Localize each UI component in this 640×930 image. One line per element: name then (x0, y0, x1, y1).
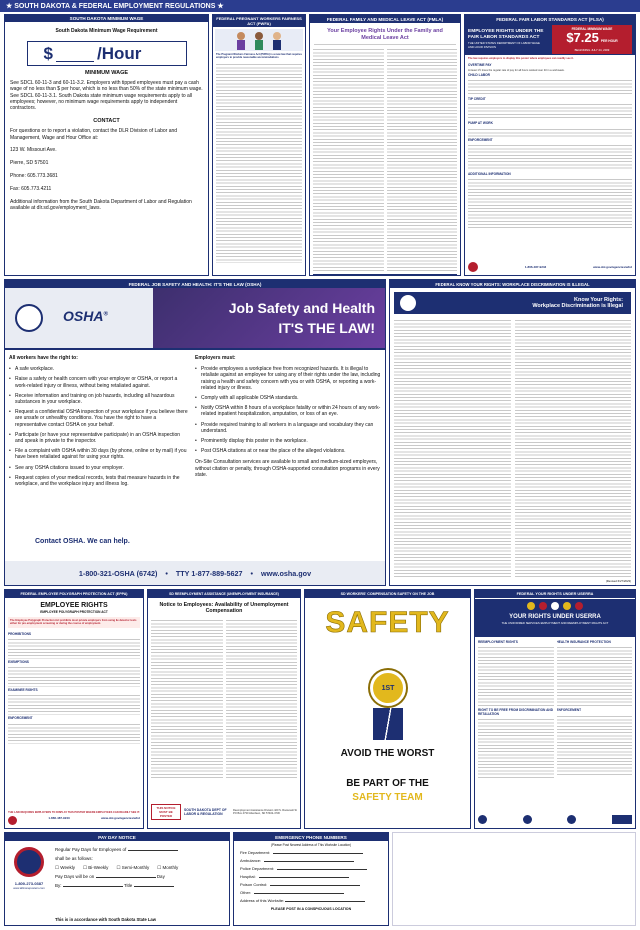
emergency-note: (Please Post Nearest Address of This Worksite Location) (270, 843, 352, 847)
osha-logo: OSHA® (63, 308, 108, 324)
flsa-header: FEDERAL FAIR LABOR STANDARDS ACT (FLSA) (465, 15, 635, 23)
min-wage-body: See SDCL 60-11-3 and 60-11-3.2. Employers with tipped employees must pay a cash wage of no less than $ per hour, which is no less than 50% of the state minimum wage. See SDCL 60-11-3.1. South Dakota state minimum wage requirements apply to all employees; however, no minimum wage requirements apply to independent contractors. (10, 80, 203, 112)
flsa-tip-title: TIP CREDIT (468, 97, 486, 102)
eppa-phone: 1-866-487-9243 (48, 816, 70, 820)
flsa-footer (468, 262, 632, 272)
all-in-one-logo (8, 847, 50, 890)
pwfa-body (213, 60, 305, 265)
eppa-body (5, 631, 143, 744)
emergency-row[interactable]: Fire Department: (240, 849, 382, 857)
semimonthly-option[interactable]: Semi-Monthly (121, 865, 150, 870)
flsa-overtime-body: At least 1½ times the regular rate of pay for all hours worked over 40 in a workweek. (468, 68, 565, 72)
worker-right-item: • A safe workplace. (9, 366, 189, 372)
osha-contact: Contact OSHA. We can help. (35, 538, 130, 545)
fmla-title: Your Employee Rights Under the Family and Medical Leave Act (327, 28, 443, 41)
dol-seal-icon (478, 815, 487, 824)
sd-min-wage-header: SOUTH DAKOTA MINIMUM WAGE (5, 15, 208, 22)
sd-dlr-logo: SOUTH DAKOTA DEPT OF LABOR & REGULATION (184, 808, 227, 816)
eppa-section (4, 589, 144, 829)
workers-comp-header: SD WORKERS' COMPENSATION SAFETY ON THE JOB (305, 590, 470, 598)
osha-title1: Job Safety and Health (228, 300, 375, 316)
wage-dollar: $ (43, 43, 53, 63)
userra-subtitle: THE UNIFORMED SERVICES EMPLOYMENT AND REEMPLOYMENT RIGHTS ACT (501, 621, 609, 625)
blank-post-area (392, 832, 636, 926)
emergency-footer: PLEASE POST IN A CONSPICUOUS LOCATION (270, 907, 352, 911)
emergency-row[interactable]: Poison Control: (240, 881, 382, 889)
eeo-header: FEDERAL KNOW YOUR RIGHTS: WORKPLACE DISCRIMINATION IS ILLEGAL (390, 280, 635, 288)
brand-web: www.allinoneposters.com (13, 886, 45, 890)
employers-list (195, 366, 381, 454)
userra-header: FEDERAL YOUR RIGHTS UNDER USERRA (475, 590, 635, 598)
brand-phone: 1-800-273-0387 (14, 881, 44, 886)
safety-word: SAFETY (325, 606, 450, 639)
emergency-row[interactable]: Police Department: (240, 865, 382, 873)
userra-section-title: RIGHT TO BE FREE FROM DISCRIMINATION AND RETALIATION (478, 708, 554, 716)
doj-seal-icon (523, 815, 532, 824)
eppa-notice: The Employee Polygraph Protection Act prohibits most private employers from using lie detector tests either for pre-employment screening or during the course of employment. (8, 617, 140, 628)
osha-workers-col (9, 355, 189, 491)
fmla-header: FEDERAL FAMILY AND MEDICAL LEAVE ACT (FMLA) (310, 15, 460, 23)
esgr-logo (612, 815, 632, 824)
osha-banner (5, 288, 385, 350)
reemployment-header: SD REEMPLOYMENT ASSISTANCE (UNEMPLOYMENT INSURANCE) (148, 590, 300, 598)
flsa-wage: $7.25 PER HOUR (566, 29, 618, 45)
osc-seal-icon (567, 815, 576, 824)
pwfa-section (212, 14, 306, 276)
flsa-pump-title: PUMP AT WORK (468, 121, 493, 126)
fmla-body (310, 47, 460, 272)
employer-duty-item: • Provide employees a workplace free from recognized hazards. It is illegal to retaliate against an employee for using any of their rights under the law, including raising a health and safety concern with you or with OSHA, or reporting a work-related injury or illness. (195, 366, 381, 391)
workers-list (9, 366, 189, 487)
contact-intro: For questions or to report a violation, contact the DLR Division of Labor and Management, Wage and Hour Office at: (10, 128, 178, 141)
worker-right-item: • Participate (or have your representative participate) in an OSHA inspection and speak in private to the inspector. (9, 432, 189, 444)
payday-header: PAY DAY NOTICE (5, 833, 229, 841)
osha-title2: IT'S THE LAW! (278, 320, 375, 336)
workers-title: All workers have the right to: (9, 355, 78, 361)
workers-icon (229, 30, 289, 50)
eeo-title-box (394, 292, 631, 314)
flsa-wage-label: FEDERAL MINIMUM WAGE (571, 26, 613, 31)
eeo-footer-date: (Revised 6/27/2023) (605, 579, 631, 583)
emergency-header: EMERGENCY PHONE NUMBERS (234, 833, 388, 841)
safety-team-text: SAFETY TEAM (352, 792, 423, 803)
wage-per-hour: /Hour (96, 43, 142, 63)
fmla-section (309, 14, 461, 276)
osha-web: www.osha.gov (261, 568, 312, 578)
address-line2: Pierre, SD 57501 (10, 160, 49, 167)
worker-right-item: • Receive information and training on job hazards, including all hazardous substances in your workplace. (9, 393, 189, 405)
weekly-option[interactable]: Weekly (60, 865, 75, 870)
first-place-ribbon-icon (370, 670, 406, 706)
osha-phone: 1-800-321-OSHA (6742) (78, 568, 158, 578)
reemployment-posted: THIS NOTICE MUST BE POSTED (151, 804, 181, 820)
eppa-section-title: ENFORCEMENT (8, 716, 33, 721)
flsa-wage-date: BEGINNING JULY 24, 2009 (574, 47, 610, 52)
worker-right-item: • Raise a safety or health concern with your employer or OSHA, or report a work-related injury or illness, without being retaliated against. (9, 376, 189, 388)
top-banner (0, 0, 640, 12)
flsa-web: www.dol.gov/agencies/whd (593, 265, 632, 269)
biweekly-option[interactable]: Bi-Weekly (88, 865, 109, 870)
emergency-rows (234, 849, 388, 897)
wage-box (27, 41, 187, 66)
userra-section-title: HEALTH INSURANCE PROTECTION (556, 640, 611, 644)
worker-right-item: • Request a confidential OSHA inspection of your workplace if you believe there are unsafe or unhealthy conditions. You have the right to have a representative contact OSHA on your behalf. (9, 409, 189, 428)
flsa-title: EMPLOYEE RIGHTS UNDER THE FAIR LABOR STANDARDS ACT (468, 28, 544, 40)
avoid-text: AVOID THE WORST (340, 748, 435, 759)
dol-seal-icon (468, 262, 478, 272)
eeo-title1: Know Your Rights: (574, 297, 623, 303)
emergency-row[interactable]: Other: (240, 889, 382, 897)
flsa-addl-title: ADDITIONAL INFORMATION (468, 172, 511, 177)
address-line1: 123 W. Missouri Ave. (10, 147, 57, 154)
userra-body (475, 637, 635, 781)
employer-duty-item: • Post OSHA citations at or near the place of the alleged violations. (195, 448, 381, 454)
worker-right-item: • Request copies of your medical records, tests that measure hazards in the workplace, and the workplace injury and illness log. (9, 475, 189, 487)
fmla-title-box (314, 25, 456, 45)
eeoc-seal-icon (400, 295, 416, 311)
ribbon-text: 1ST (381, 684, 395, 692)
osha-hero (153, 288, 385, 348)
osha-tty: TTY 1-877-889-5627 (175, 568, 243, 578)
flsa-phone: 1-866-487-9243 (524, 265, 547, 269)
reemployment-footer (151, 799, 297, 825)
userra-title: YOUR RIGHTS UNDER USERRA (509, 614, 601, 620)
employer-duty-item: • Notify OSHA within 8 hours of a workplace fatality or within 24 hours of any work-related inpatient hospitalization, amputation, or loss of an eye. (195, 405, 381, 417)
employer-duty-item: • Provide required training to all workers in a language and vocabulary they can understand. (195, 422, 381, 434)
flsa-enforce-title: ENFORCEMENT (468, 137, 493, 142)
min-wage-footer: Additional information from the South Dakota Department of Labor and Regulation available at dlr.sd.gov/employment_laws. (10, 199, 192, 212)
employer-duty-item: • Prominently display this poster in the workplace. (195, 438, 381, 444)
contact-title: CONTACT (93, 118, 120, 125)
eeo-title2: Workplace Discrimination is Illegal (532, 303, 623, 309)
userra-section (474, 589, 636, 829)
flsa-body (465, 62, 635, 229)
pwfa-subtitle: The Pregnant Workers Fairness Act (PWFA) is a new law that requires employers to provide reasonable accommodations (216, 53, 302, 60)
military-seals-icon (475, 599, 635, 610)
dol-seal-icon (8, 816, 17, 825)
eppa-web: www.dol.gov/agencies/whd (101, 816, 140, 820)
emergency-row[interactable]: Hospital: (240, 873, 382, 881)
eppa-title: EMPLOYEE RIGHTS (40, 602, 108, 609)
eeo-body (390, 318, 635, 578)
dol-seal-icon (15, 304, 43, 332)
reemployment-title: Notice to Employees: Availability of Unemployment Compensation (159, 602, 289, 615)
sd-min-wage-section (4, 14, 209, 276)
userra-footer-seals (478, 815, 632, 825)
osha-footer: 1-800-321-OSHA (6742) • TTY 1-877-889-5627 • www.osha.gov (5, 561, 385, 585)
osha-section (4, 279, 386, 586)
phone-line: Phone: 605.773.3681 (10, 173, 58, 180)
eppa-header: FEDERAL EMPLOYEE POLYGRAPH PROTECTION ACT (EPPA) (5, 590, 143, 598)
emergency-address: Address of this Worksite: (234, 897, 388, 905)
payday-form: Regular Pay Days for Employees of shall be as follows: ☐ Weekly ☐ Bi-Weekly ☐ Semi-Monthly ☐ Monthly Pay Days will be on Day By: Title (55, 847, 179, 888)
reemployment-section (147, 589, 301, 829)
pwfa-illustration (215, 29, 303, 51)
flsa-title-bar (465, 23, 635, 55)
monthly-option[interactable]: Monthly (162, 865, 179, 870)
flsa-org: THE UNITED STATES DEPARTMENT OF LABOR WAGE AND HOUR DIVISION (468, 41, 540, 49)
userra-section-title: REEMPLOYMENT RIGHTS (478, 640, 518, 644)
flsa-overtime-title: OVERTIME PAY (468, 63, 492, 68)
reemployment-body (148, 618, 300, 778)
emergency-row[interactable]: Ambulance: (240, 857, 382, 865)
eppa-section-title: EXAMINEE RIGHTS (8, 688, 38, 693)
sd-min-wage-subheader: South Dakota Minimum Wage Requirement (55, 28, 158, 34)
reemployment-address: Reemployment Assistance Division 420 S. Roosevelt St PO Box 4730 Aberdeen, SD 57402-4730 (233, 808, 297, 815)
eppa-contact (8, 816, 140, 825)
employers-title: Employers must: (195, 355, 236, 361)
ribbon-tails (373, 708, 403, 740)
eppa-section-title: PROHIBITIONS (8, 631, 32, 636)
flsa-note: The law requires employers to display this poster where employees can readily see it. (468, 57, 574, 60)
eppa-subtitle: EMPLOYEE POLYGRAPH PROTECTION ACT (40, 610, 108, 614)
worker-right-item: • File a complaint with OSHA within 30 days (by phone, online or by mail) if you have been retaliated against for using your rights. (9, 448, 189, 460)
payday-footer: This is in accordance with South Dakota State Law (55, 917, 156, 922)
pwfa-header: FEDERAL PREGNANT WORKERS FAIRNESS ACT (PWFA) (213, 15, 305, 27)
worker-right-item: • See any OSHA citations issued to your employer. (9, 465, 189, 471)
fmla-footer-bar (313, 274, 457, 276)
fax-line: Fax: 605.773.4211 (10, 186, 52, 193)
emergency-section (233, 832, 389, 926)
min-wage-label: MINIMUM WAGE (84, 70, 129, 76)
eppa-section-title: EXEMPTIONS (8, 659, 29, 664)
userra-banner (475, 599, 635, 637)
flsa-child-title: CHILD LABOR (468, 72, 490, 77)
eppa-footer: THE LAW REQUIRES EMPLOYERS TO DISPLAY THIS POSTER WHERE EMPLOYEES CAN READILY SEE IT. (8, 810, 140, 814)
userra-section-title: ENFORCEMENT (556, 708, 582, 713)
eeo-section (389, 279, 636, 586)
workers-comp-section (304, 589, 471, 829)
payday-section (4, 832, 230, 926)
osha-employers-col (195, 355, 381, 478)
employer-duty-item: • Comply with all applicable OSHA standards. (195, 395, 381, 401)
flsa-section (464, 14, 636, 276)
top-banner-title: ★ SOUTH DAKOTA & FEDERAL EMPLOYMENT REGULATIONS ★ (6, 3, 224, 10)
osha-consult: On-Site Consultation services are available to small and medium-sized employers, without citation or penalty, through OSHA-supported consultation programs in every state. (195, 459, 380, 478)
be-part-text: BE PART OF THE (346, 778, 429, 789)
osha-header: FEDERAL JOB SAFETY AND HEALTH: IT'S THE LAW (OSHA) (5, 280, 385, 288)
